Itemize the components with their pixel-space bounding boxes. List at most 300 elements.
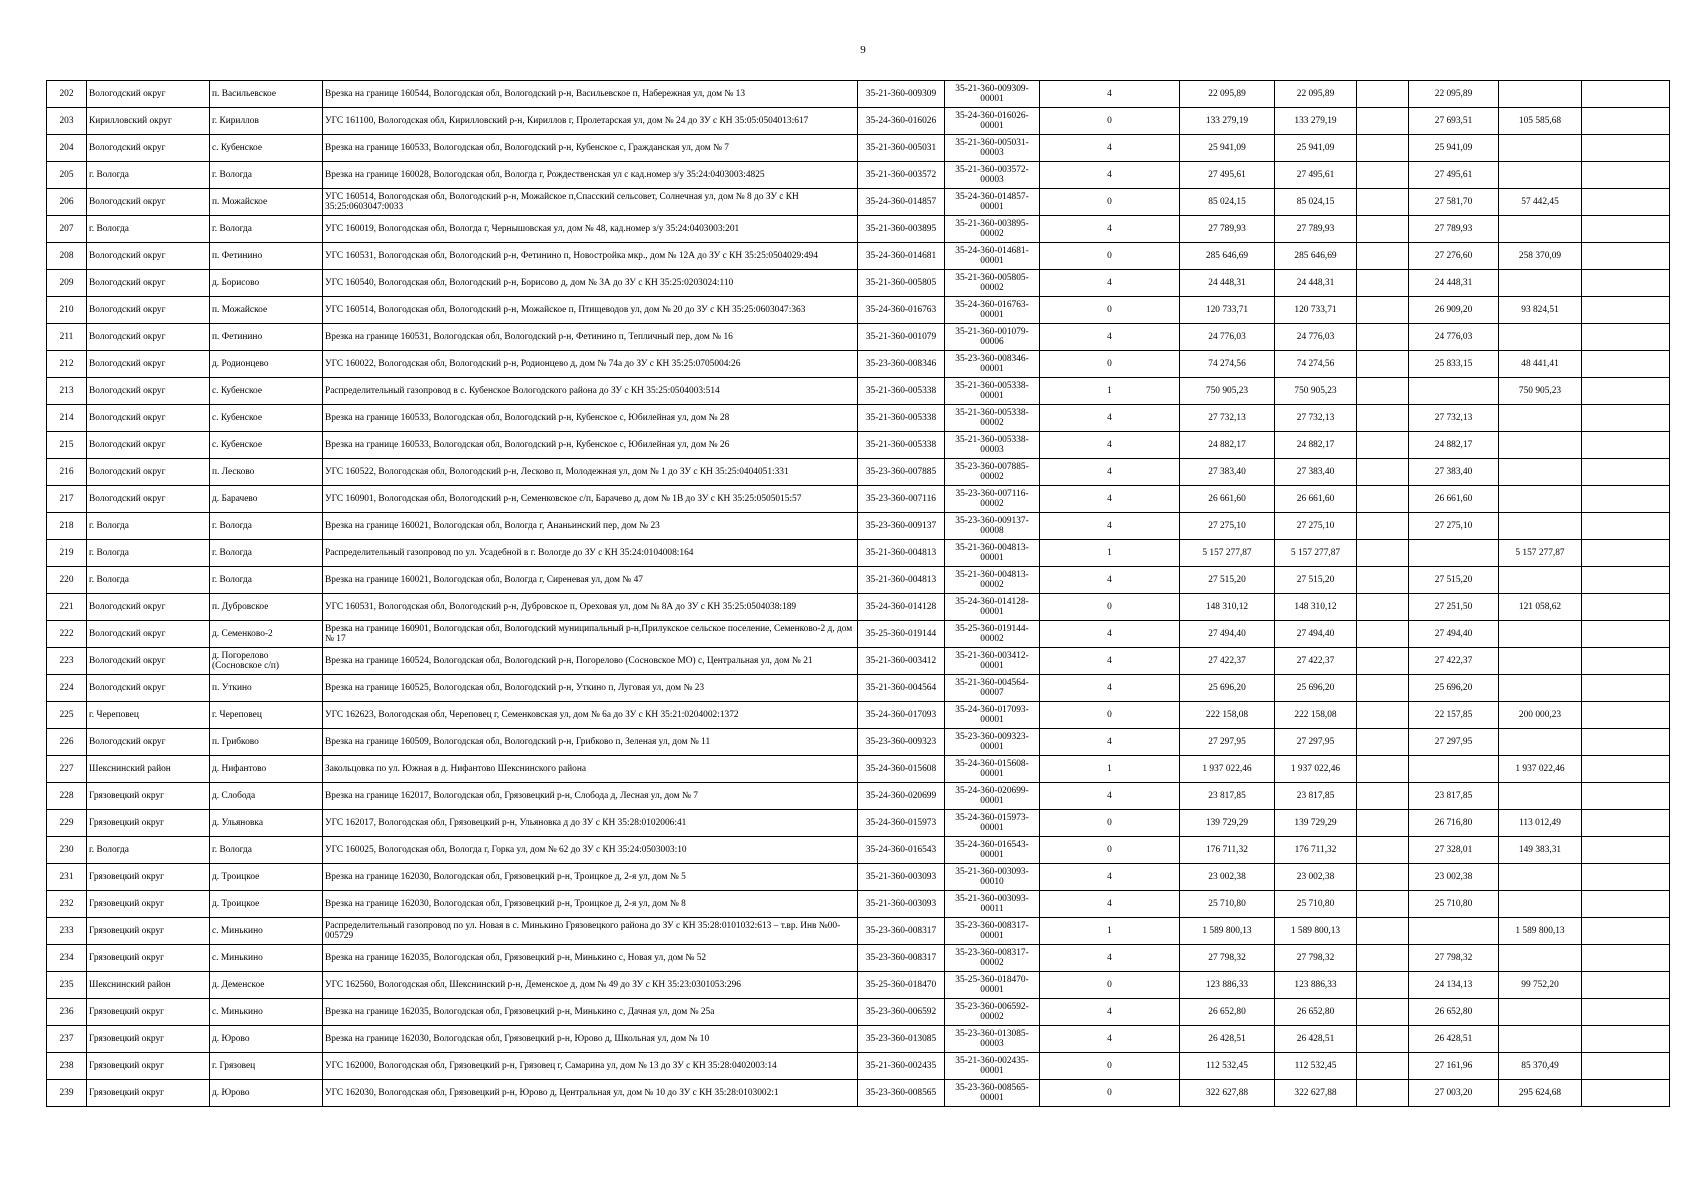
empty-cell	[1582, 621, 1670, 648]
description-cell: Врезка на границе 160544, Вологодская обл, Вологодский р-н, Васильевское п, Набережная ул, дом № 13	[323, 81, 858, 108]
description-cell: УГС 160901, Вологодская обл, Вологодский р-н, Семенковское с/п, Барачево д, дом № 1В до ЗУ с КН 35:25:0505015:57	[323, 486, 858, 513]
row-number-cell: 221	[47, 594, 87, 621]
cadastral-quarter-cell: 35-21-360-005031	[858, 135, 945, 162]
total-cost-cell: 23 002,38	[1180, 864, 1275, 891]
cost-rest-cell	[1499, 162, 1582, 189]
category-cell: 0	[1040, 594, 1180, 621]
empty-cell	[1357, 1053, 1409, 1080]
row-number-cell: 216	[47, 459, 87, 486]
table-row	[47, 513, 1670, 540]
settlement-cell: с. Кубенское	[210, 432, 323, 459]
cadastral-quarter-cell: 35-21-360-003093	[858, 864, 945, 891]
category-cell: 1	[1040, 756, 1180, 783]
total-cost-cell: 25 941,09	[1180, 135, 1275, 162]
cost-rest-cell: 113 012,49	[1499, 810, 1582, 837]
empty-cell	[1357, 243, 1409, 270]
district-cell: Вологодский округ	[87, 621, 210, 648]
cadastral-quarter-cell: 35-23-360-009323	[858, 729, 945, 756]
district-cell: Вологодский округ	[87, 648, 210, 675]
table-row	[47, 108, 1670, 135]
cost-part-cell: 27 495,61	[1409, 162, 1499, 189]
row-number-cell: 226	[47, 729, 87, 756]
settlement-cell: п. Фетинино	[210, 243, 323, 270]
cadastral-quarter-cell: 35-23-360-006592	[858, 999, 945, 1026]
empty-cell	[1582, 675, 1670, 702]
cost-rest-cell: 105 585,68	[1499, 108, 1582, 135]
district-cell: Шекснинский район	[87, 972, 210, 999]
empty-cell	[1582, 459, 1670, 486]
cost-cell: 23 817,85	[1275, 783, 1357, 810]
cost-rest-cell: 99 752,20	[1499, 972, 1582, 999]
cost-part-cell: 27 275,10	[1409, 513, 1499, 540]
district-cell: Грязовецкий округ	[87, 1053, 210, 1080]
description-cell: Врезка на границе 160533, Вологодская обл, Вологодский р-н, Кубенское с, Гражданская ул, дом № 7	[323, 135, 858, 162]
object-number-cell: 35-23-360-013085-00003	[945, 1026, 1040, 1053]
district-cell: Вологодский округ	[87, 729, 210, 756]
empty-cell	[1582, 378, 1670, 405]
empty-cell	[1582, 270, 1670, 297]
row-number-cell: 237	[47, 1026, 87, 1053]
cost-cell: 120 733,71	[1275, 297, 1357, 324]
cost-rest-cell	[1499, 135, 1582, 162]
description-cell: Врезка на границе 160028, Вологодская обл, Вологда г, Рождественская ул с кад.номер з/у 35:24:0403003:4825	[323, 162, 858, 189]
table-row	[47, 567, 1670, 594]
empty-cell	[1357, 594, 1409, 621]
description-cell: УГС 161100, Вологодская обл, Кирилловский р-н, Кириллов г, Пролетарская ул, дом № 24 до ЗУ с КН 35:05:0504013:617	[323, 108, 858, 135]
total-cost-cell: 24 882,17	[1180, 432, 1275, 459]
district-cell: Грязовецкий округ	[87, 810, 210, 837]
cadastral-quarter-cell: 35-24-360-015608	[858, 756, 945, 783]
empty-cell	[1582, 810, 1670, 837]
total-cost-cell: 26 652,80	[1180, 999, 1275, 1026]
cadastral-quarter-cell: 35-24-360-014857	[858, 189, 945, 216]
cadastral-quarter-cell: 35-23-360-008346	[858, 351, 945, 378]
empty-cell	[1582, 972, 1670, 999]
cost-part-cell: 27 798,32	[1409, 945, 1499, 972]
settlement-cell: г. Вологда	[210, 216, 323, 243]
district-cell: Вологодский округ	[87, 432, 210, 459]
object-number-cell: 35-21-360-004813-00001	[945, 540, 1040, 567]
total-cost-cell: 1 937 022,46	[1180, 756, 1275, 783]
cost-part-cell: 25 941,09	[1409, 135, 1499, 162]
category-cell: 0	[1040, 837, 1180, 864]
table-row	[47, 378, 1670, 405]
settlement-cell: с. Минькино	[210, 999, 323, 1026]
cost-cell: 222 158,08	[1275, 702, 1357, 729]
settlement-cell: п. Можайское	[210, 189, 323, 216]
category-cell: 4	[1040, 1026, 1180, 1053]
cost-part-cell	[1409, 918, 1499, 945]
category-cell: 1	[1040, 378, 1180, 405]
cost-part-cell	[1409, 378, 1499, 405]
object-number-cell: 35-21-360-005031-00003	[945, 135, 1040, 162]
empty-cell	[1582, 729, 1670, 756]
cost-cell: 27 422,37	[1275, 648, 1357, 675]
cost-cell: 112 532,45	[1275, 1053, 1357, 1080]
empty-cell	[1357, 540, 1409, 567]
settlement-cell: д. Ульяновка	[210, 810, 323, 837]
table-row	[47, 756, 1670, 783]
row-number-cell: 204	[47, 135, 87, 162]
empty-cell	[1582, 594, 1670, 621]
cost-part-cell: 25 833,15	[1409, 351, 1499, 378]
district-cell: Вологодский округ	[87, 297, 210, 324]
empty-cell	[1357, 864, 1409, 891]
empty-cell	[1357, 891, 1409, 918]
category-cell: 0	[1040, 297, 1180, 324]
cost-rest-cell: 85 370,49	[1499, 1053, 1582, 1080]
table-row	[47, 540, 1670, 567]
table-row	[47, 189, 1670, 216]
cadastral-quarter-cell: 35-21-360-005338	[858, 405, 945, 432]
category-cell: 4	[1040, 486, 1180, 513]
cost-part-cell: 27 494,40	[1409, 621, 1499, 648]
cost-cell: 27 495,61	[1275, 162, 1357, 189]
row-number-cell: 205	[47, 162, 87, 189]
description-cell: Врезка на границе 160531, Вологодская обл, Вологодский р-н, Фетинино п, Тепличный пер, дом № 16	[323, 324, 858, 351]
object-number-cell: 35-25-360-018470-00001	[945, 972, 1040, 999]
row-number-cell: 233	[47, 918, 87, 945]
empty-cell	[1357, 108, 1409, 135]
cost-rest-cell	[1499, 270, 1582, 297]
cost-part-cell: 24 134,13	[1409, 972, 1499, 999]
cadastral-quarter-cell: 35-24-360-015973	[858, 810, 945, 837]
table-row	[47, 729, 1670, 756]
total-cost-cell: 148 310,12	[1180, 594, 1275, 621]
empty-cell	[1582, 756, 1670, 783]
description-cell: Закольцовка по ул. Южная в д. Нифантово Шекснинского района	[323, 756, 858, 783]
category-cell: 4	[1040, 999, 1180, 1026]
settlement-cell: г. Вологда	[210, 567, 323, 594]
description-cell: Врезка на границе 160021, Вологодская обл, Вологда г, Ананьинский пер, дом № 23	[323, 513, 858, 540]
district-cell: Грязовецкий округ	[87, 891, 210, 918]
object-number-cell: 35-21-360-004813-00002	[945, 567, 1040, 594]
empty-cell	[1582, 918, 1670, 945]
empty-cell	[1582, 702, 1670, 729]
empty-cell	[1357, 81, 1409, 108]
empty-cell	[1582, 513, 1670, 540]
row-number-cell: 232	[47, 891, 87, 918]
cost-cell: 123 886,33	[1275, 972, 1357, 999]
empty-cell	[1357, 459, 1409, 486]
category-cell: 1	[1040, 540, 1180, 567]
description-cell: Распределительный газопровод по ул. Новая в с. Минькино Грязовецкого района до ЗУ с КН 35:28:0101032:613 – т.вр. Инв №00-005729	[323, 918, 858, 945]
cost-rest-cell	[1499, 486, 1582, 513]
table-row	[47, 702, 1670, 729]
registry-table	[46, 80, 1670, 1107]
settlement-cell: д. Семенково-2	[210, 621, 323, 648]
empty-cell	[1582, 567, 1670, 594]
cost-cell: 74 274,56	[1275, 351, 1357, 378]
table-row	[47, 918, 1670, 945]
empty-cell	[1582, 405, 1670, 432]
table-row	[47, 351, 1670, 378]
table-row	[47, 864, 1670, 891]
cost-rest-cell	[1499, 864, 1582, 891]
settlement-cell: п. Лесково	[210, 459, 323, 486]
cost-rest-cell	[1499, 405, 1582, 432]
row-number-cell: 206	[47, 189, 87, 216]
row-number-cell: 228	[47, 783, 87, 810]
object-number-cell: 35-21-360-009309-00001	[945, 81, 1040, 108]
cost-part-cell: 27 328,01	[1409, 837, 1499, 864]
cadastral-quarter-cell: 35-21-360-003572	[858, 162, 945, 189]
empty-cell	[1582, 999, 1670, 1026]
empty-cell	[1357, 972, 1409, 999]
cost-part-cell: 24 882,17	[1409, 432, 1499, 459]
empty-cell	[1582, 351, 1670, 378]
row-number-cell: 218	[47, 513, 87, 540]
description-cell: УГС 160514, Вологодская обл, Вологодский р-н, Можайское п,Спасский сельсовет, Солнечная ул, дом № 8 до ЗУ с КН 35:25:0603047:0033	[323, 189, 858, 216]
cost-rest-cell	[1499, 675, 1582, 702]
total-cost-cell: 222 158,08	[1180, 702, 1275, 729]
object-number-cell: 35-24-360-015973-00001	[945, 810, 1040, 837]
cadastral-quarter-cell: 35-21-360-002435	[858, 1053, 945, 1080]
empty-cell	[1357, 567, 1409, 594]
cost-cell: 24 448,31	[1275, 270, 1357, 297]
object-number-cell: 35-21-360-002435-00001	[945, 1053, 1040, 1080]
cost-cell: 750 905,23	[1275, 378, 1357, 405]
cost-cell: 176 711,32	[1275, 837, 1357, 864]
cost-part-cell: 22 095,89	[1409, 81, 1499, 108]
cost-part-cell: 27 161,96	[1409, 1053, 1499, 1080]
district-cell: Шекснинский район	[87, 756, 210, 783]
cost-rest-cell: 1 937 022,46	[1499, 756, 1582, 783]
cost-part-cell: 27 693,51	[1409, 108, 1499, 135]
cadastral-quarter-cell: 35-21-360-009309	[858, 81, 945, 108]
cost-cell: 139 729,29	[1275, 810, 1357, 837]
object-number-cell: 35-21-360-001079-00006	[945, 324, 1040, 351]
category-cell: 0	[1040, 189, 1180, 216]
table-row	[47, 243, 1670, 270]
cost-rest-cell	[1499, 324, 1582, 351]
settlement-cell: с. Минькино	[210, 918, 323, 945]
row-number-cell: 235	[47, 972, 87, 999]
total-cost-cell: 27 495,61	[1180, 162, 1275, 189]
district-cell: Вологодский округ	[87, 324, 210, 351]
empty-cell	[1582, 648, 1670, 675]
row-number-cell: 211	[47, 324, 87, 351]
district-cell: г. Вологда	[87, 837, 210, 864]
total-cost-cell: 1 589 800,13	[1180, 918, 1275, 945]
cost-part-cell: 27 732,13	[1409, 405, 1499, 432]
cost-rest-cell: 57 442,45	[1499, 189, 1582, 216]
table-row	[47, 1080, 1670, 1107]
empty-cell	[1357, 783, 1409, 810]
object-number-cell: 35-23-360-009137-00008	[945, 513, 1040, 540]
description-cell: Врезка на границе 162035, Вологодская обл, Грязовецкий р-н, Минькино с, Дачная ул, дом № 25а	[323, 999, 858, 1026]
cadastral-quarter-cell: 35-21-360-005338	[858, 378, 945, 405]
row-number-cell: 225	[47, 702, 87, 729]
row-number-cell: 239	[47, 1080, 87, 1107]
cost-cell: 27 732,13	[1275, 405, 1357, 432]
row-number-cell: 212	[47, 351, 87, 378]
settlement-cell: д. Погорелово (Сосновское с/п)	[210, 648, 323, 675]
cadastral-quarter-cell: 35-21-360-003895	[858, 216, 945, 243]
category-cell: 4	[1040, 135, 1180, 162]
settlement-cell: с. Кубенское	[210, 405, 323, 432]
table-row	[47, 459, 1670, 486]
object-number-cell: 35-21-360-005338-00001	[945, 378, 1040, 405]
description-cell: Врезка на границе 160533, Вологодская обл, Вологодский р-н, Кубенское с, Юбилейная ул, дом № 26	[323, 432, 858, 459]
cost-part-cell: 26 428,51	[1409, 1026, 1499, 1053]
table-row	[47, 297, 1670, 324]
empty-cell	[1357, 351, 1409, 378]
row-number-cell: 214	[47, 405, 87, 432]
row-number-cell: 207	[47, 216, 87, 243]
table-row	[47, 1026, 1670, 1053]
cost-part-cell: 26 716,80	[1409, 810, 1499, 837]
cost-rest-cell: 200 000,23	[1499, 702, 1582, 729]
cost-part-cell: 27 297,95	[1409, 729, 1499, 756]
cost-part-cell: 25 710,80	[1409, 891, 1499, 918]
table-row	[47, 324, 1670, 351]
description-cell: Врезка на границе 160021, Вологодская обл, Вологда г, Сиреневая ул, дом № 47	[323, 567, 858, 594]
cost-cell: 27 494,40	[1275, 621, 1357, 648]
table-row	[47, 594, 1670, 621]
category-cell: 4	[1040, 621, 1180, 648]
description-cell: Распределительный газопровод в с. Кубенское Вологодского района до ЗУ с КН 35:25:0504003:514	[323, 378, 858, 405]
total-cost-cell: 26 428,51	[1180, 1026, 1275, 1053]
district-cell: г. Вологда	[87, 567, 210, 594]
cadastral-quarter-cell: 35-21-360-003093	[858, 891, 945, 918]
cadastral-quarter-cell: 35-21-360-001079	[858, 324, 945, 351]
cadastral-quarter-cell: 35-24-360-016026	[858, 108, 945, 135]
cost-part-cell: 26 909,20	[1409, 297, 1499, 324]
total-cost-cell: 27 494,40	[1180, 621, 1275, 648]
description-cell: Врезка на границе 162017, Вологодская обл, Грязовецкий р-н, Слобода д, Лесная ул, дом № 7	[323, 783, 858, 810]
object-number-cell: 35-23-360-008317-00002	[945, 945, 1040, 972]
row-number-cell: 209	[47, 270, 87, 297]
settlement-cell: п. Дубровское	[210, 594, 323, 621]
description-cell: Врезка на границе 162030, Вологодская обл, Грязовецкий р-н, Юрово д, Школьная ул, дом № 10	[323, 1026, 858, 1053]
table-row	[47, 135, 1670, 162]
cost-part-cell: 27 789,93	[1409, 216, 1499, 243]
empty-cell	[1582, 1053, 1670, 1080]
object-number-cell: 35-21-360-003572-00003	[945, 162, 1040, 189]
cost-cell: 27 383,40	[1275, 459, 1357, 486]
cost-rest-cell	[1499, 729, 1582, 756]
object-number-cell: 35-24-360-016543-00001	[945, 837, 1040, 864]
cadastral-quarter-cell: 35-23-360-008565	[858, 1080, 945, 1107]
empty-cell	[1357, 756, 1409, 783]
empty-cell	[1357, 378, 1409, 405]
district-cell: Грязовецкий округ	[87, 864, 210, 891]
empty-cell	[1582, 189, 1670, 216]
object-number-cell: 35-24-360-014857-00001	[945, 189, 1040, 216]
object-number-cell: 35-24-360-016763-00001	[945, 297, 1040, 324]
row-number-cell: 236	[47, 999, 87, 1026]
description-cell: УГС 162017, Вологодская обл, Грязовецкий р-н, Ульяновка д до ЗУ с КН 35:28:0102006:41	[323, 810, 858, 837]
district-cell: Вологодский округ	[87, 351, 210, 378]
object-number-cell: 35-23-360-007885-00002	[945, 459, 1040, 486]
table-row	[47, 486, 1670, 513]
object-number-cell: 35-21-360-004564-00007	[945, 675, 1040, 702]
cost-part-cell: 27 251,50	[1409, 594, 1499, 621]
cost-part-cell: 27 581,70	[1409, 189, 1499, 216]
cadastral-quarter-cell: 35-24-360-016543	[858, 837, 945, 864]
total-cost-cell: 27 383,40	[1180, 459, 1275, 486]
district-cell: Вологодский округ	[87, 189, 210, 216]
description-cell: УГС 160025, Вологодская обл, Вологда г, Горка ул, дом № 62 до ЗУ с КН 35:24:0503003:10	[323, 837, 858, 864]
object-number-cell: 35-24-360-020699-00001	[945, 783, 1040, 810]
cost-part-cell	[1409, 540, 1499, 567]
cost-cell: 27 275,10	[1275, 513, 1357, 540]
cadastral-quarter-cell: 35-21-360-005338	[858, 432, 945, 459]
empty-cell	[1357, 405, 1409, 432]
empty-cell	[1357, 270, 1409, 297]
cost-rest-cell	[1499, 621, 1582, 648]
total-cost-cell: 176 711,32	[1180, 837, 1275, 864]
category-cell: 4	[1040, 783, 1180, 810]
cadastral-quarter-cell: 35-23-360-013085	[858, 1026, 945, 1053]
total-cost-cell: 322 627,88	[1180, 1080, 1275, 1107]
empty-cell	[1357, 486, 1409, 513]
empty-cell	[1582, 864, 1670, 891]
category-cell: 4	[1040, 513, 1180, 540]
empty-cell	[1357, 513, 1409, 540]
table-row	[47, 810, 1670, 837]
category-cell: 0	[1040, 1053, 1180, 1080]
settlement-cell: п. Фетинино	[210, 324, 323, 351]
empty-cell	[1357, 999, 1409, 1026]
cost-cell: 26 652,80	[1275, 999, 1357, 1026]
cost-part-cell: 22 157,85	[1409, 702, 1499, 729]
district-cell: г. Вологда	[87, 216, 210, 243]
description-cell: Врезка на границе 160533, Вологодская обл, Вологодский р-н, Кубенское с, Юбилейная ул, дом № 28	[323, 405, 858, 432]
cost-cell: 148 310,12	[1275, 594, 1357, 621]
cost-cell: 27 789,93	[1275, 216, 1357, 243]
description-cell: УГС 160531, Вологодская обл, Вологодский р-н, Фетинино п, Новостройка мкр., дом № 12А до ЗУ с КН 35:25:0504029:494	[323, 243, 858, 270]
district-cell: Вологодский округ	[87, 243, 210, 270]
category-cell: 4	[1040, 432, 1180, 459]
description-cell: УГС 160540, Вологодская обл, Вологодский р-н, Борисово д, дом № 3А до ЗУ с КН 35:25:0203024:110	[323, 270, 858, 297]
total-cost-cell: 5 157 277,87	[1180, 540, 1275, 567]
object-number-cell: 35-21-360-005338-00002	[945, 405, 1040, 432]
empty-cell	[1582, 1026, 1670, 1053]
empty-cell	[1582, 486, 1670, 513]
settlement-cell: п. Можайское	[210, 297, 323, 324]
empty-cell	[1357, 162, 1409, 189]
total-cost-cell: 120 733,71	[1180, 297, 1275, 324]
cost-rest-cell	[1499, 216, 1582, 243]
total-cost-cell: 27 732,13	[1180, 405, 1275, 432]
cost-cell: 133 279,19	[1275, 108, 1357, 135]
empty-cell	[1582, 837, 1670, 864]
cost-part-cell	[1409, 756, 1499, 783]
cost-part-cell: 27 422,37	[1409, 648, 1499, 675]
district-cell: г. Вологда	[87, 540, 210, 567]
cost-rest-cell: 750 905,23	[1499, 378, 1582, 405]
object-number-cell: 35-24-360-016026-00001	[945, 108, 1040, 135]
category-cell: 0	[1040, 351, 1180, 378]
row-number-cell: 208	[47, 243, 87, 270]
empty-cell	[1582, 1080, 1670, 1107]
cadastral-quarter-cell: 35-23-360-007885	[858, 459, 945, 486]
empty-cell	[1582, 783, 1670, 810]
cost-cell: 25 696,20	[1275, 675, 1357, 702]
category-cell: 0	[1040, 702, 1180, 729]
category-cell: 0	[1040, 108, 1180, 135]
description-cell: Распределительный газопровод по ул. Усадебной в г. Вологде до ЗУ с КН 35:24:0104008:164	[323, 540, 858, 567]
district-cell: Грязовецкий округ	[87, 1080, 210, 1107]
settlement-cell: г. Вологда	[210, 540, 323, 567]
cost-cell: 22 095,89	[1275, 81, 1357, 108]
empty-cell	[1357, 648, 1409, 675]
object-number-cell: 35-21-360-003895-00002	[945, 216, 1040, 243]
settlement-cell: п. Васильевское	[210, 81, 323, 108]
cadastral-quarter-cell: 35-23-360-009137	[858, 513, 945, 540]
